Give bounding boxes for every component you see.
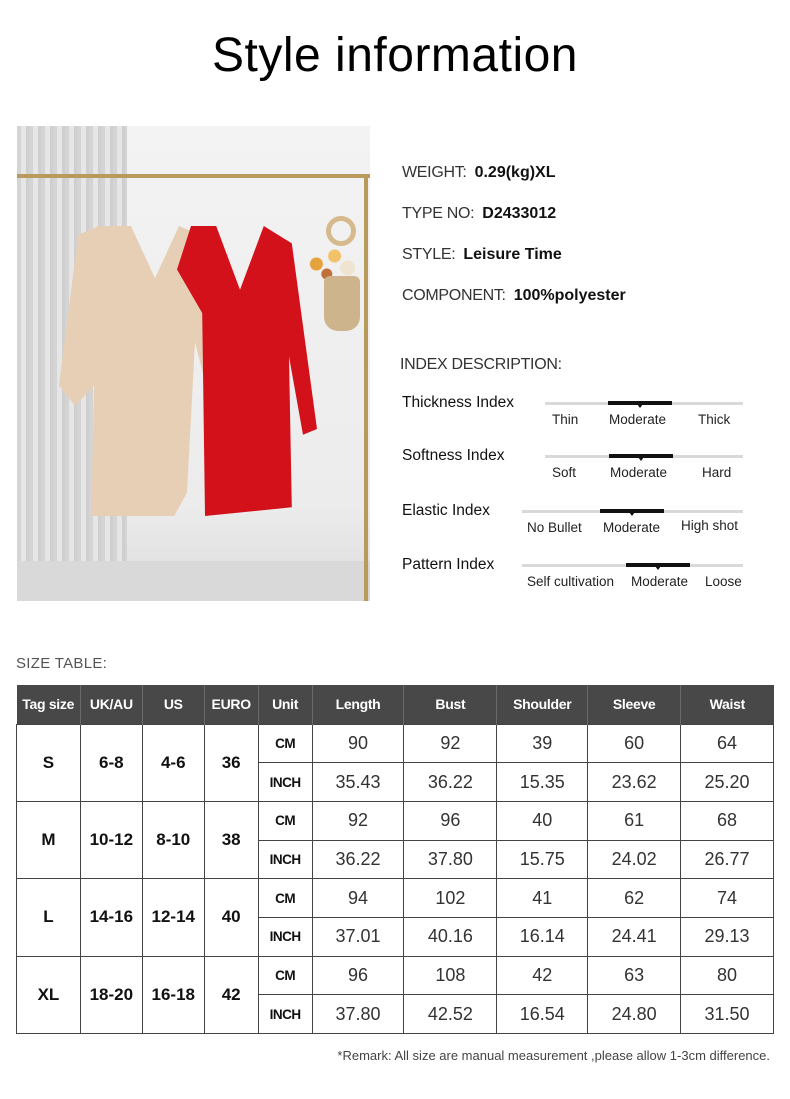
- photo-floor: [17, 561, 370, 601]
- uk-au-cell: 14-16: [80, 879, 142, 956]
- shoulder-cell: 41: [497, 879, 588, 918]
- bust-cell: 102: [404, 879, 497, 918]
- sleeve-cell: 24.02: [588, 840, 681, 879]
- length-cell: 92: [312, 801, 404, 840]
- waist-cell: 64: [681, 724, 774, 763]
- unit-cell: INCH: [258, 995, 312, 1034]
- page-title: Style information: [212, 29, 578, 82]
- waist-cell: 26.77: [681, 840, 774, 879]
- table-row: [17, 879, 774, 918]
- shoulder-cell: 15.75: [497, 840, 588, 879]
- unit-cell: CM: [258, 956, 312, 995]
- header-unit: Unit: [258, 685, 312, 724]
- clothes-rail: [17, 174, 370, 178]
- bust-cell: 96: [404, 801, 497, 840]
- waist-cell: 68: [681, 801, 774, 840]
- bust-cell: 36.22: [404, 763, 497, 802]
- waist-cell: 29.13: [681, 917, 774, 956]
- waist-cell: 25.20: [681, 763, 774, 802]
- shoulder-cell: 40: [497, 801, 588, 840]
- length-cell: 96: [312, 956, 404, 995]
- rail-pole: [364, 174, 368, 601]
- info-label: COMPONENT:: [402, 287, 506, 304]
- product-photo: [17, 126, 370, 601]
- unit-cell: CM: [258, 801, 312, 840]
- softness-index: [400, 447, 760, 487]
- length-cell: 36.22: [312, 840, 404, 879]
- header-bust: Bust: [404, 685, 497, 724]
- euro-cell: 42: [204, 956, 258, 1033]
- index-option-selected: Moderate: [631, 574, 689, 589]
- info-label: STYLE:: [402, 246, 456, 263]
- length-cell: 94: [312, 879, 404, 918]
- index-marker-icon: [655, 566, 661, 570]
- euro-cell: 40: [204, 879, 258, 956]
- unit-cell: INCH: [258, 763, 312, 802]
- size-table: [16, 685, 774, 1034]
- length-cell: 37.80: [312, 995, 404, 1034]
- pattern-index: [400, 556, 760, 596]
- sleeve-cell: 24.41: [588, 917, 681, 956]
- tag-size-cell: XL: [17, 956, 81, 1033]
- length-cell: 37.01: [312, 917, 404, 956]
- header-shoulder: Shoulder: [497, 685, 588, 724]
- shoulder-cell: 15.35: [497, 763, 588, 802]
- sleeve-cell: 62: [588, 879, 681, 918]
- table-row: [17, 956, 774, 995]
- unit-cell: CM: [258, 724, 312, 763]
- tag-size-cell: S: [17, 724, 81, 801]
- sleeve-cell: 60: [588, 724, 681, 763]
- unit-cell: CM: [258, 879, 312, 918]
- table-row: [17, 801, 774, 840]
- shoulder-cell: 16.14: [497, 917, 588, 956]
- info-type-no: [402, 205, 556, 223]
- us-cell: 16-18: [142, 956, 204, 1033]
- waist-cell: 74: [681, 879, 774, 918]
- uk-au-cell: 18-20: [80, 956, 142, 1033]
- tag-size-cell: M: [17, 801, 81, 878]
- index-option-selected: Moderate: [609, 412, 667, 427]
- info-value: D2433012: [482, 205, 557, 222]
- tag-size-cell: L: [17, 879, 81, 956]
- sleeve-cell: 24.80: [588, 995, 681, 1034]
- index-option: High shot: [681, 518, 739, 533]
- index-description-title: INDEX DESCRIPTION:: [400, 356, 562, 373]
- sleeve-cell: 23.62: [588, 763, 681, 802]
- header-sleeve: Sleeve: [588, 685, 681, 724]
- unit-cell: INCH: [258, 917, 312, 956]
- index-marker-icon: [637, 404, 643, 408]
- bust-cell: 37.80: [404, 840, 497, 879]
- unit-cell: INCH: [258, 840, 312, 879]
- bust-cell: 108: [404, 956, 497, 995]
- waist-cell: 31.50: [681, 995, 774, 1034]
- index-name: Thickness Index: [402, 394, 514, 411]
- info-value: Leisure Time: [463, 246, 562, 263]
- header-waist: Waist: [681, 685, 774, 724]
- header-tag-size: Tag size: [17, 685, 81, 724]
- index-option: Loose: [705, 574, 742, 589]
- flower-basket: [322, 216, 362, 346]
- info-weight: [402, 164, 556, 182]
- index-option-selected: Moderate: [603, 520, 661, 535]
- size-table-title: SIZE TABLE:: [16, 655, 108, 672]
- index-option: Thick: [698, 412, 731, 427]
- bust-cell: 42.52: [404, 995, 497, 1034]
- info-value: 100%polyester: [513, 287, 626, 304]
- euro-cell: 38: [204, 801, 258, 878]
- basket-bag: [324, 276, 360, 331]
- index-option: Self cultivation: [527, 574, 615, 589]
- shoulder-cell: 39: [497, 724, 588, 763]
- us-cell: 12-14: [142, 879, 204, 956]
- sleeve-cell: 63: [588, 956, 681, 995]
- euro-cell: 36: [204, 724, 258, 801]
- info-component: [402, 287, 626, 305]
- info-label: TYPE NO:: [402, 205, 475, 222]
- index-marker-icon: [638, 457, 644, 461]
- length-cell: 90: [312, 724, 404, 763]
- header-us: US: [142, 685, 204, 724]
- remark-note: *Remark: All size are manual measurement ,please allow 1-3cm difference.: [337, 1048, 770, 1063]
- size-table-header: [17, 685, 774, 724]
- header-euro: EURO: [204, 685, 258, 724]
- info-style: [402, 246, 562, 264]
- waist-cell: 80: [681, 956, 774, 995]
- uk-au-cell: 6-8: [80, 724, 142, 801]
- shoulder-cell: 16.54: [497, 995, 588, 1034]
- index-marker-icon: [629, 512, 635, 516]
- index-name: Softness Index: [402, 447, 505, 464]
- uk-au-cell: 10-12: [80, 801, 142, 878]
- info-value: 0.29(kg)XL: [474, 164, 556, 181]
- thickness-index: [400, 394, 760, 434]
- table-row: [17, 724, 774, 763]
- header-uk-au: UK/AU: [80, 685, 142, 724]
- index-option-selected: Moderate: [610, 465, 668, 480]
- index-option: No Bullet: [527, 520, 582, 535]
- info-label: WEIGHT:: [402, 164, 467, 181]
- us-cell: 8-10: [142, 801, 204, 878]
- header-length: Length: [312, 685, 404, 724]
- bust-cell: 40.16: [404, 917, 497, 956]
- index-option: Hard: [702, 465, 732, 480]
- index-name: Elastic Index: [402, 502, 490, 519]
- us-cell: 4-6: [142, 724, 204, 801]
- bust-cell: 92: [404, 724, 497, 763]
- length-cell: 35.43: [312, 763, 404, 802]
- elastic-index: [400, 502, 760, 542]
- index-name: Pattern Index: [402, 556, 495, 573]
- shoulder-cell: 42: [497, 956, 588, 995]
- basket-handle: [326, 216, 356, 246]
- index-option: Thin: [552, 412, 579, 427]
- sleeve-cell: 61: [588, 801, 681, 840]
- index-option: Soft: [552, 465, 577, 480]
